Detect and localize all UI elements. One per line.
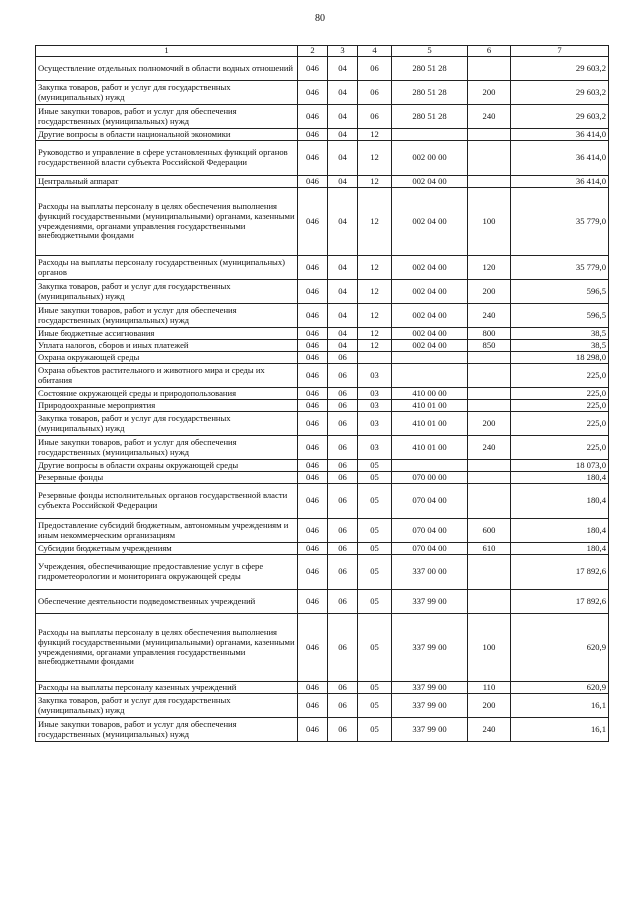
row-amount: 36 414,0: [511, 129, 609, 141]
table-row: [36, 364, 609, 388]
row-target-code: 337 99 00: [392, 694, 468, 718]
row-section-code: 04: [328, 129, 358, 141]
row-target-code: 337 99 00: [392, 590, 468, 614]
row-target-code: 070 04 00: [392, 519, 468, 543]
row-ministry-code: 046: [298, 472, 328, 484]
row-section-code: 06: [328, 484, 358, 519]
row-subsection-code: 03: [358, 388, 392, 400]
row-amount: 35 779,0: [511, 256, 609, 280]
row-expense-type: 600: [468, 519, 511, 543]
row-target-code: 002 04 00: [392, 340, 468, 352]
row-ministry-code: 046: [298, 543, 328, 555]
row-name: Расходы на выплаты персоналу государственных (муниципальных) органов: [36, 256, 298, 280]
row-name: Расходы на выплаты персоналу казенных учреждений: [36, 682, 298, 694]
row-name: Резервные фонды: [36, 472, 298, 484]
row-expense-type: 240: [468, 718, 511, 742]
row-subsection-code: 05: [358, 590, 392, 614]
row-ministry-code: 046: [298, 188, 328, 256]
row-section-code: 06: [328, 412, 358, 436]
row-section-code: 06: [328, 555, 358, 590]
row-name: Природоохранные мероприятия: [36, 400, 298, 412]
row-subsection-code: 03: [358, 364, 392, 388]
row-ministry-code: 046: [298, 304, 328, 328]
row-target-code: [392, 364, 468, 388]
table-row: [36, 436, 609, 460]
row-amount: 17 892,6: [511, 590, 609, 614]
header-col-2: 2: [298, 46, 328, 57]
row-ministry-code: 046: [298, 141, 328, 176]
row-subsection-code: 03: [358, 436, 392, 460]
row-subsection-code: 12: [358, 340, 392, 352]
row-target-code: 002 04 00: [392, 188, 468, 256]
row-section-code: 06: [328, 590, 358, 614]
row-expense-type: [468, 400, 511, 412]
row-ministry-code: 046: [298, 400, 328, 412]
row-name: Закупка товаров, работ и услуг для государственных (муниципальных) нужд: [36, 694, 298, 718]
row-target-code: 070 00 00: [392, 472, 468, 484]
row-amount: 16,1: [511, 694, 609, 718]
row-ministry-code: 046: [298, 682, 328, 694]
row-subsection-code: 05: [358, 484, 392, 519]
row-ministry-code: 046: [298, 81, 328, 105]
row-expense-type: [468, 364, 511, 388]
row-ministry-code: 046: [298, 694, 328, 718]
row-expense-type: 850: [468, 340, 511, 352]
table-row: [36, 81, 609, 105]
row-expense-type: 200: [468, 81, 511, 105]
table-row: [36, 352, 609, 364]
row-section-code: 06: [328, 543, 358, 555]
row-name: Резервные фонды исполнительных органов государственной власти субъекта Российской Федерации: [36, 484, 298, 519]
row-target-code: 002 04 00: [392, 328, 468, 340]
row-amount: 29 603,2: [511, 57, 609, 81]
row-name: Иные бюджетные ассигнования: [36, 328, 298, 340]
table-row: [36, 105, 609, 129]
row-amount: 36 414,0: [511, 176, 609, 188]
row-amount: 180,4: [511, 519, 609, 543]
row-ministry-code: 046: [298, 555, 328, 590]
row-section-code: 06: [328, 472, 358, 484]
row-amount: 225,0: [511, 412, 609, 436]
row-target-code: 337 00 00: [392, 555, 468, 590]
row-expense-type: 100: [468, 188, 511, 256]
row-name: Иные закупки товаров, работ и услуг для обеспечения государственных (муниципальных) нужд: [36, 436, 298, 460]
row-amount: 29 603,2: [511, 81, 609, 105]
row-section-code: 04: [328, 304, 358, 328]
row-subsection-code: 06: [358, 57, 392, 81]
row-section-code: 04: [328, 188, 358, 256]
row-ministry-code: 046: [298, 519, 328, 543]
table-row: [36, 176, 609, 188]
row-ministry-code: 046: [298, 718, 328, 742]
row-name: Руководство и управление в сфере установленных функций органов государственной власти субъекта Российской Федерации: [36, 141, 298, 176]
row-expense-type: 110: [468, 682, 511, 694]
row-subsection-code: 12: [358, 176, 392, 188]
row-name: Закупка товаров, работ и услуг для государственных (муниципальных) нужд: [36, 412, 298, 436]
table-row: [36, 555, 609, 590]
row-subsection-code: 05: [358, 519, 392, 543]
table-row: [36, 129, 609, 141]
row-name: Состояние окружающей среды и природопользования: [36, 388, 298, 400]
row-expense-type: 610: [468, 543, 511, 555]
row-subsection-code: 05: [358, 460, 392, 472]
row-subsection-code: [358, 352, 392, 364]
row-name: Центральный аппарат: [36, 176, 298, 188]
row-subsection-code: 05: [358, 555, 392, 590]
table-row: [36, 694, 609, 718]
row-section-code: 06: [328, 352, 358, 364]
row-amount: 35 779,0: [511, 188, 609, 256]
row-ministry-code: 046: [298, 590, 328, 614]
row-section-code: 06: [328, 718, 358, 742]
row-subsection-code: 06: [358, 105, 392, 129]
row-name: Иные закупки товаров, работ и услуг для обеспечения государственных (муниципальных) нужд: [36, 304, 298, 328]
row-name: Иные закупки товаров, работ и услуг для обеспечения государственных (муниципальных) нужд: [36, 105, 298, 129]
row-section-code: 04: [328, 328, 358, 340]
row-expense-type: [468, 352, 511, 364]
row-expense-type: 240: [468, 105, 511, 129]
table-row: [36, 682, 609, 694]
table-row: [36, 484, 609, 519]
row-target-code: [392, 460, 468, 472]
row-ministry-code: 046: [298, 436, 328, 460]
row-name: Охрана окружающей среды: [36, 352, 298, 364]
header-col-7: 7: [511, 46, 609, 57]
row-expense-type: 120: [468, 256, 511, 280]
row-target-code: 280 51 28: [392, 105, 468, 129]
row-subsection-code: 12: [358, 280, 392, 304]
row-expense-type: [468, 129, 511, 141]
row-section-code: 04: [328, 57, 358, 81]
row-target-code: 337 99 00: [392, 682, 468, 694]
table-row: [36, 614, 609, 682]
row-section-code: 04: [328, 280, 358, 304]
table-row: [36, 188, 609, 256]
row-ministry-code: 046: [298, 176, 328, 188]
row-name: Иные закупки товаров, работ и услуг для обеспечения государственных (муниципальных) нужд: [36, 718, 298, 742]
row-section-code: 06: [328, 460, 358, 472]
row-target-code: 070 04 00: [392, 484, 468, 519]
row-ministry-code: 046: [298, 256, 328, 280]
row-amount: 180,4: [511, 472, 609, 484]
row-section-code: 04: [328, 105, 358, 129]
row-section-code: 06: [328, 364, 358, 388]
row-name: Охрана объектов растительного и животного мира и среды их обитания: [36, 364, 298, 388]
row-section-code: 04: [328, 256, 358, 280]
row-target-code: 337 99 00: [392, 718, 468, 742]
row-expense-type: [468, 460, 511, 472]
row-target-code: 410 01 00: [392, 412, 468, 436]
row-target-code: 337 99 00: [392, 614, 468, 682]
row-expense-type: [468, 141, 511, 176]
table-row: [36, 400, 609, 412]
row-subsection-code: 05: [358, 614, 392, 682]
row-target-code: 280 51 28: [392, 57, 468, 81]
row-target-code: 002 00 00: [392, 141, 468, 176]
row-expense-type: [468, 388, 511, 400]
header-row: [36, 46, 609, 57]
row-amount: 180,4: [511, 484, 609, 519]
row-expense-type: [468, 484, 511, 519]
row-amount: 17 892,6: [511, 555, 609, 590]
row-subsection-code: 12: [358, 256, 392, 280]
page-number: 80: [315, 13, 325, 24]
row-section-code: 06: [328, 694, 358, 718]
row-ministry-code: 046: [298, 280, 328, 304]
row-ministry-code: 046: [298, 412, 328, 436]
row-expense-type: [468, 57, 511, 81]
row-section-code: 04: [328, 176, 358, 188]
row-target-code: 410 01 00: [392, 436, 468, 460]
header-col-5: 5: [392, 46, 468, 57]
table-row: [36, 590, 609, 614]
row-target-code: [392, 352, 468, 364]
row-section-code: 06: [328, 614, 358, 682]
table-row: [36, 412, 609, 436]
header-col-1: 1: [36, 46, 298, 57]
row-amount: 18 298,0: [511, 352, 609, 364]
row-target-code: 002 04 00: [392, 176, 468, 188]
row-amount: 38,5: [511, 340, 609, 352]
row-target-code: 070 04 00: [392, 543, 468, 555]
row-target-code: 280 51 28: [392, 81, 468, 105]
row-ministry-code: 046: [298, 388, 328, 400]
table-row: [36, 256, 609, 280]
row-subsection-code: 12: [358, 328, 392, 340]
row-subsection-code: 12: [358, 304, 392, 328]
row-subsection-code: 03: [358, 400, 392, 412]
row-subsection-code: 05: [358, 718, 392, 742]
row-section-code: 06: [328, 519, 358, 543]
row-subsection-code: 06: [358, 81, 392, 105]
row-ministry-code: 046: [298, 614, 328, 682]
table-row: [36, 328, 609, 340]
row-section-code: 04: [328, 340, 358, 352]
row-section-code: 06: [328, 436, 358, 460]
row-section-code: 06: [328, 682, 358, 694]
row-expense-type: 100: [468, 614, 511, 682]
table-row: [36, 141, 609, 176]
row-ministry-code: 046: [298, 57, 328, 81]
row-amount: 596,5: [511, 280, 609, 304]
row-ministry-code: 046: [298, 352, 328, 364]
row-name: Субсидии бюджетным учреждениям: [36, 543, 298, 555]
row-name: Расходы на выплаты персоналу в целях обеспечения выполнения функций государственными (муниципальными) органами, казенными учреждениями, органами управления государственными внебюджетными фондами: [36, 188, 298, 256]
table-row: [36, 57, 609, 81]
row-expense-type: 200: [468, 280, 511, 304]
table-row: [36, 304, 609, 328]
row-target-code: 410 00 00: [392, 388, 468, 400]
row-subsection-code: 05: [358, 682, 392, 694]
table-row: [36, 388, 609, 400]
row-amount: 18 073,0: [511, 460, 609, 472]
header-col-4: 4: [358, 46, 392, 57]
table-row: [36, 340, 609, 352]
row-expense-type: 800: [468, 328, 511, 340]
row-name: Расходы на выплаты персоналу в целях обеспечения выполнения функций государственными (муниципальными) органами, казенными учреждениями, органами управления государственными внебюджетными фондами: [36, 614, 298, 682]
row-subsection-code: 05: [358, 543, 392, 555]
table-row: [36, 460, 609, 472]
budget-table: [35, 45, 609, 742]
row-section-code: 06: [328, 388, 358, 400]
table-row: [36, 519, 609, 543]
row-amount: 225,0: [511, 388, 609, 400]
header-col-3: 3: [328, 46, 358, 57]
row-amount: 225,0: [511, 400, 609, 412]
row-name: Закупка товаров, работ и услуг для государственных (муниципальных) нужд: [36, 280, 298, 304]
row-amount: 620,9: [511, 614, 609, 682]
row-subsection-code: 05: [358, 472, 392, 484]
row-expense-type: 240: [468, 304, 511, 328]
row-expense-type: 200: [468, 412, 511, 436]
row-name: Предоставление субсидий бюджетным, автономным учреждениям и иным некоммерческим организациям: [36, 519, 298, 543]
row-ministry-code: 046: [298, 460, 328, 472]
row-ministry-code: 046: [298, 129, 328, 141]
row-section-code: 04: [328, 81, 358, 105]
row-expense-type: [468, 590, 511, 614]
table-row: [36, 543, 609, 555]
row-amount: 225,0: [511, 364, 609, 388]
row-ministry-code: 046: [298, 105, 328, 129]
row-target-code: 002 04 00: [392, 256, 468, 280]
table-row: [36, 718, 609, 742]
row-expense-type: 240: [468, 436, 511, 460]
row-section-code: 06: [328, 400, 358, 412]
header-col-6: 6: [468, 46, 511, 57]
row-ministry-code: 046: [298, 340, 328, 352]
row-subsection-code: 12: [358, 141, 392, 176]
row-name: Осуществление отдельных полномочий в области водных отношений: [36, 57, 298, 81]
row-amount: 180,4: [511, 543, 609, 555]
row-expense-type: 200: [468, 694, 511, 718]
row-name: Другие вопросы в области национальной экономики: [36, 129, 298, 141]
row-subsection-code: 12: [358, 188, 392, 256]
row-expense-type: [468, 555, 511, 590]
table-row: [36, 280, 609, 304]
row-expense-type: [468, 176, 511, 188]
row-name: Уплата налогов, сборов и иных платежей: [36, 340, 298, 352]
row-amount: 596,5: [511, 304, 609, 328]
row-subsection-code: 12: [358, 129, 392, 141]
row-target-code: 002 04 00: [392, 304, 468, 328]
row-amount: 16,1: [511, 718, 609, 742]
row-subsection-code: 03: [358, 412, 392, 436]
row-target-code: [392, 129, 468, 141]
row-amount: 225,0: [511, 436, 609, 460]
row-target-code: 410 01 00: [392, 400, 468, 412]
row-amount: 620,9: [511, 682, 609, 694]
row-amount: 36 414,0: [511, 141, 609, 176]
row-name: Учреждения, обеспечивающие предоставление услуг в сфере гидрометеорологии и мониторинга окружающей среды: [36, 555, 298, 590]
row-ministry-code: 046: [298, 328, 328, 340]
row-ministry-code: 046: [298, 364, 328, 388]
row-amount: 29 603,2: [511, 105, 609, 129]
row-expense-type: [468, 472, 511, 484]
row-name: Обеспечение деятельности подведомственных учреждений: [36, 590, 298, 614]
row-section-code: 04: [328, 141, 358, 176]
row-subsection-code: 05: [358, 694, 392, 718]
row-target-code: 002 04 00: [392, 280, 468, 304]
table-row: [36, 472, 609, 484]
row-ministry-code: 046: [298, 484, 328, 519]
row-name: Закупка товаров, работ и услуг для государственных (муниципальных) нужд: [36, 81, 298, 105]
row-name: Другие вопросы в области охраны окружающей среды: [36, 460, 298, 472]
row-amount: 38,5: [511, 328, 609, 340]
